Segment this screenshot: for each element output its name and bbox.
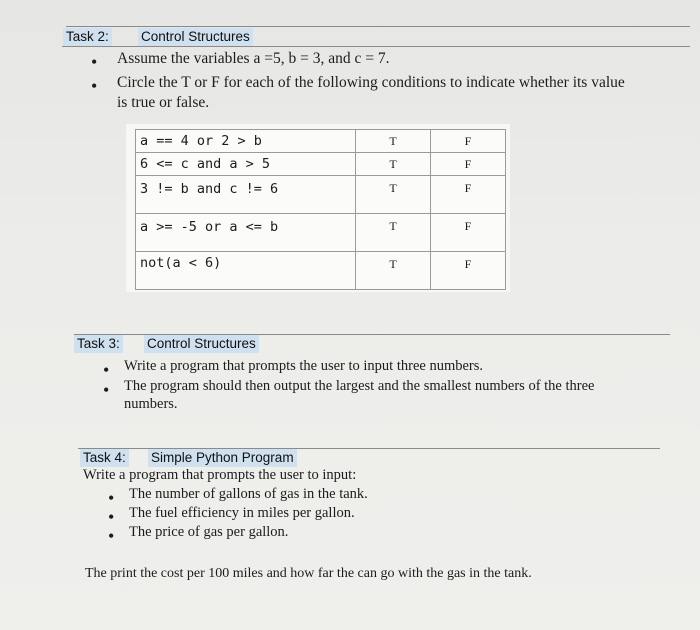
condition-cell: not(a < 6) bbox=[136, 252, 356, 290]
task3-bullet-2-cont: numbers. bbox=[124, 396, 178, 412]
conditions-table bbox=[135, 129, 506, 290]
condition-cell: 6 <= c and a > 5 bbox=[136, 153, 356, 176]
task4-intro: Write a program that prompts the user to input: bbox=[83, 467, 357, 483]
task2-top-rule bbox=[66, 26, 690, 27]
table-row bbox=[136, 130, 506, 153]
bullet-icon: • bbox=[91, 76, 98, 96]
bullet-icon: • bbox=[103, 380, 110, 400]
table-row bbox=[136, 176, 506, 214]
false-option[interactable]: F bbox=[431, 252, 506, 290]
task2-bullet-2-cont: is true or false. bbox=[117, 94, 210, 111]
bullet-icon: • bbox=[108, 488, 115, 508]
task4-bullet-3: The price of gas per gallon. bbox=[129, 524, 289, 540]
bullet-icon: • bbox=[108, 507, 115, 527]
false-option[interactable]: F bbox=[431, 153, 506, 176]
bullet-icon: • bbox=[91, 52, 98, 72]
task3-label: Task 3: bbox=[74, 335, 123, 353]
task4-closing: The print the cost per 100 miles and how far the can go with the gas in the tank. bbox=[85, 566, 532, 581]
table-row bbox=[136, 214, 506, 252]
bullet-icon: • bbox=[103, 360, 110, 380]
task2-title: Control Structures bbox=[138, 28, 253, 46]
task3-bullet-1: Write a program that prompts the user to input three numbers. bbox=[124, 358, 484, 374]
task4-label: Task 4: bbox=[80, 449, 129, 467]
task2-label: Task 2: bbox=[63, 28, 112, 46]
condition-cell: a == 4 or 2 > b bbox=[136, 130, 356, 153]
false-option[interactable]: F bbox=[431, 130, 506, 153]
conditions-table-panel bbox=[126, 124, 510, 292]
task2-bullet-2: Circle the T or F for each of the following conditions to indicate whether its value bbox=[117, 74, 625, 91]
false-option[interactable]: F bbox=[431, 176, 506, 214]
false-option[interactable]: F bbox=[431, 214, 506, 252]
true-option[interactable]: T bbox=[356, 252, 431, 290]
table-row bbox=[136, 252, 506, 290]
true-option[interactable]: T bbox=[356, 153, 431, 176]
task2-bullet-1: Assume the variables a =5, b = 3, and c = 7. bbox=[117, 50, 390, 67]
true-option[interactable]: T bbox=[356, 214, 431, 252]
true-option[interactable]: T bbox=[356, 176, 431, 214]
condition-cell: 3 != b and c != 6 bbox=[136, 176, 356, 214]
task4-bullet-1: The number of gallons of gas in the tank. bbox=[129, 486, 368, 502]
condition-cell: a >= -5 or a <= b bbox=[136, 214, 356, 252]
table-row bbox=[136, 153, 506, 176]
true-option[interactable]: T bbox=[356, 130, 431, 153]
task2-header-rule bbox=[62, 46, 690, 47]
bullet-icon: • bbox=[108, 526, 115, 546]
task3-title: Control Structures bbox=[144, 335, 259, 353]
task3-bullet-2: The program should then output the largest and the smallest numbers of the three bbox=[124, 378, 595, 394]
task4-bullet-2: The fuel efficiency in miles per gallon. bbox=[129, 505, 355, 521]
task4-title: Simple Python Program bbox=[148, 449, 297, 467]
